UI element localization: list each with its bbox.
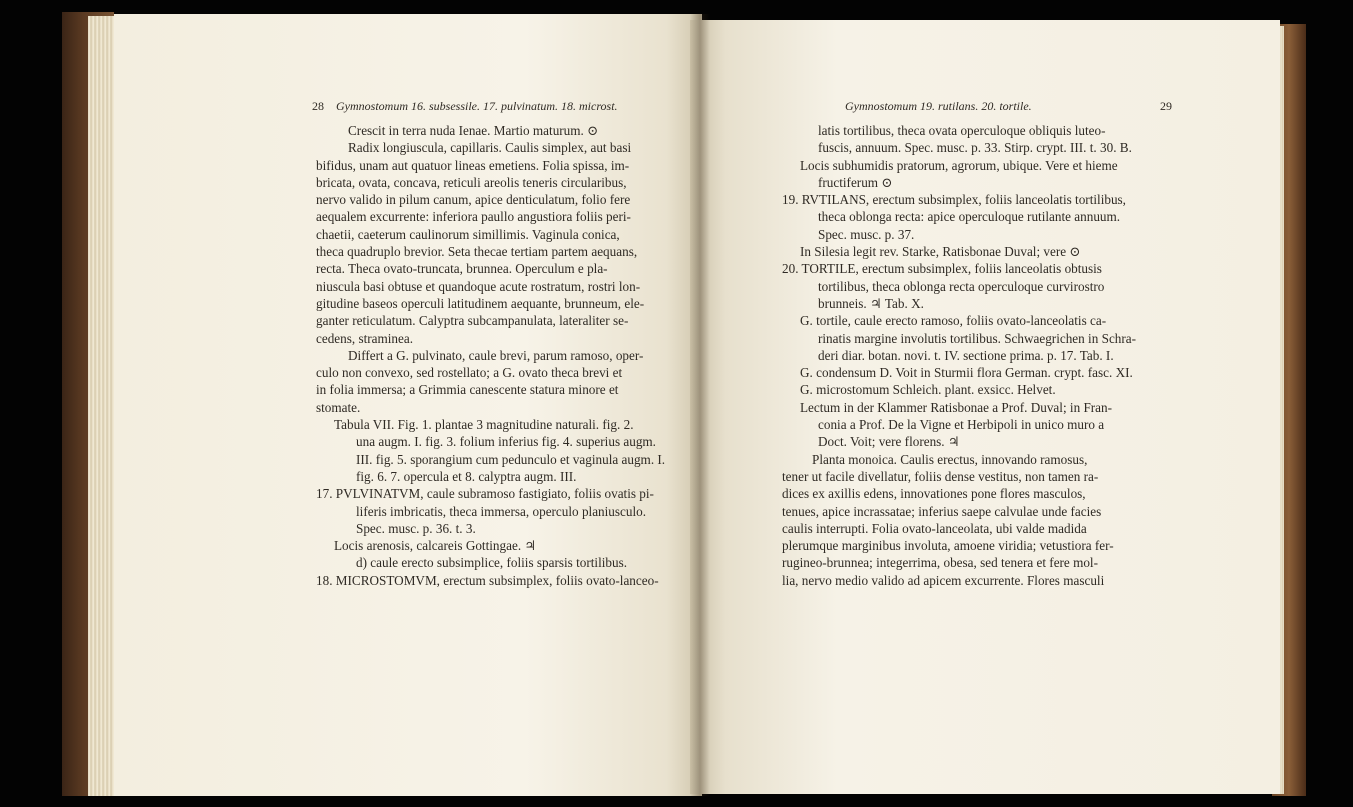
text-line: Tabula VII. Fig. 1. plantae 3 magnitudine naturali. fig. 2.	[334, 417, 634, 433]
text-line: chaetii, caeterum caulinorum simillimis. Vaginula conica,	[316, 226, 620, 242]
right-page	[690, 20, 1280, 794]
book-gutter	[690, 14, 710, 796]
text-line: bifidus, unam aut quatuor lineas emetiens. Folia spissa, im-	[316, 157, 630, 173]
text-line: Lectum in der Klammer Ratisbonae a Prof. Duval; in Fran-	[800, 399, 1113, 415]
text-line: Doct. Voit; vere florens. ♃	[818, 434, 960, 450]
text-line: plerumque marginibus involuta, amoene viridia; vetustiora fer-	[782, 538, 1114, 554]
text-line: niuscula basi obtuse et quandoque acute rostratum, rostri lon-	[316, 278, 641, 294]
text-line: caulis interrupti. Folia ovato-lanceolata, ubi valde madida	[782, 520, 1087, 536]
text-line: recta. Theca ovato-truncata, brunnea. Operculum e pla-	[316, 261, 608, 277]
text-line: 19. RVTILANS, erectum subsimplex, foliis lanceolatis tortilibus,	[782, 192, 1126, 208]
text-line: 20. TORTILE, erectum subsimplex, foliis lanceolatis obtusis	[782, 261, 1102, 277]
text-line: brunneis. ♃ Tab. X.	[818, 295, 924, 311]
text-line: dices ex axillis edens, innovationes pone flores masculos,	[782, 486, 1086, 502]
text-line: aequalem excurrente: inferiora paullo angustiora foliis peri-	[316, 209, 631, 225]
text-line: Radix longiuscula, capillaris. Caulis simplex, aut basi	[348, 140, 632, 156]
text-line: Locis arenosis, calcareis Gottingae. ♃	[334, 538, 537, 554]
text-line: 18. MICROSTOMVM, erectum subsimplex, foliis ovato-lanceo-	[316, 572, 659, 588]
text-line: tenues, apice incrassatae; inferius saepe calvulae unde facies	[782, 503, 1102, 519]
text-line: culo non convexo, sed rostellato; a G. ovato theca brevi et	[316, 365, 623, 381]
text-line: Spec. musc. p. 36. t. 3.	[356, 520, 476, 536]
text-line: lia, nervo medio valido ad apicem excurrente. Flores masculi	[782, 572, 1105, 588]
text-line: conia a Prof. De la Vigne et Herbipoli in unico muro a	[818, 417, 1105, 433]
left-page-number: 28	[312, 99, 324, 113]
text-line: cedens, straminea.	[316, 330, 414, 346]
text-line: G. microstomum Schleich. plant. exsicc. Helvet.	[800, 382, 1056, 398]
text-line: 17. PVLVINATVM, caule subramoso fastigiato, foliis ovatis pi-	[316, 486, 654, 502]
left-body-text	[316, 122, 665, 589]
text-line: rugineo-brunnea; integerrima, obesa, sed tenera et fere mol-	[782, 555, 1098, 571]
right-page-number: 29	[1160, 99, 1172, 113]
text-line: theca oblonga recta: apice operculoque rutilante annuum.	[818, 209, 1121, 225]
text-line: liferis imbricatis, theca immersa, operculo planiusculo.	[356, 503, 647, 519]
text-line: fig. 6. 7. opercula et 8. calyptra augm. III.	[356, 468, 577, 484]
text-line: fuscis, annuum. Spec. musc. p. 33. Stirp. crypt. III. t. 30. B.	[818, 140, 1132, 156]
right-running-title: Gymnostomum 19. rutilans. 20. tortile.	[845, 99, 1032, 113]
text-line: Crescit in terra nuda Ienae. Martio maturum. ⊙	[348, 123, 599, 138]
text-line: ganter reticulatum. Calyptra subcampanulata, lateraliter se-	[316, 313, 629, 329]
text-line: una augm. I. fig. 3. folium inferius fig. 4. superius augm.	[356, 434, 656, 450]
text-line: deri diar. botan. novi. t. IV. sectione prima. p. 17. Tab. I.	[818, 347, 1114, 363]
text-line: theca quadruplo brevior. Seta thecae tertiam partem aequans,	[316, 244, 638, 260]
text-line: tener ut facile divellatur, foliis dense vestitus, non tamen ra-	[782, 468, 1099, 484]
text-line: d) caule erecto subsimplice, foliis sparsis tortilibus.	[356, 555, 628, 571]
text-line: fructiferum ⊙	[818, 174, 893, 190]
text-line: bricata, ovata, concava, reticuli areolis teneris circularibus,	[316, 174, 627, 190]
right-body-text	[782, 122, 1137, 589]
text-line: G. tortile, caule erecto ramoso, foliis ovato-lanceolatis ca-	[800, 313, 1107, 329]
text-line: nervo valido in pilum canum, apice denticulatum, folio fere	[316, 192, 631, 208]
text-line: III. fig. 5. sporangium cum pedunculo et vaginula augm. I.	[356, 451, 666, 467]
left-page	[114, 14, 702, 796]
text-line: Spec. musc. p. 37.	[818, 226, 915, 242]
text-line: Locis subhumidis pratorum, agrorum, ubique. Vere et hieme	[800, 157, 1118, 173]
text-line: gitudine baseos operculi latitudinem aequante, brunneum, ele-	[316, 295, 645, 311]
text-line: rinatis margine involutis tortilibus. Schwaegrichen in Schra-	[818, 330, 1137, 346]
text-line: Planta monoica. Caulis erectus, innovando ramosus,	[812, 451, 1088, 467]
text-line: in folia immersa; a Grimmia canescente statura minore et	[316, 382, 619, 398]
text-line: latis tortilibus, theca ovata operculoque obliquis luteo-	[818, 123, 1106, 138]
left-running-title: Gymnostomum 16. subsessile. 17. pulvinatum. 18. microst.	[336, 99, 618, 113]
open-book	[62, 6, 1306, 802]
text-line: G. condensum D. Voit in Sturmii flora German. crypt. fasc. XI.	[800, 365, 1133, 381]
text-line: stomate.	[316, 399, 361, 415]
text-line: tortilibus, theca oblonga recta operculoque curvirostro	[818, 278, 1105, 294]
text-line: Differt a G. pulvinato, caule brevi, parum ramoso, oper-	[348, 347, 644, 363]
text-line: In Silesia legit rev. Starke, Ratisbonae Duval; vere ⊙	[800, 244, 1081, 260]
